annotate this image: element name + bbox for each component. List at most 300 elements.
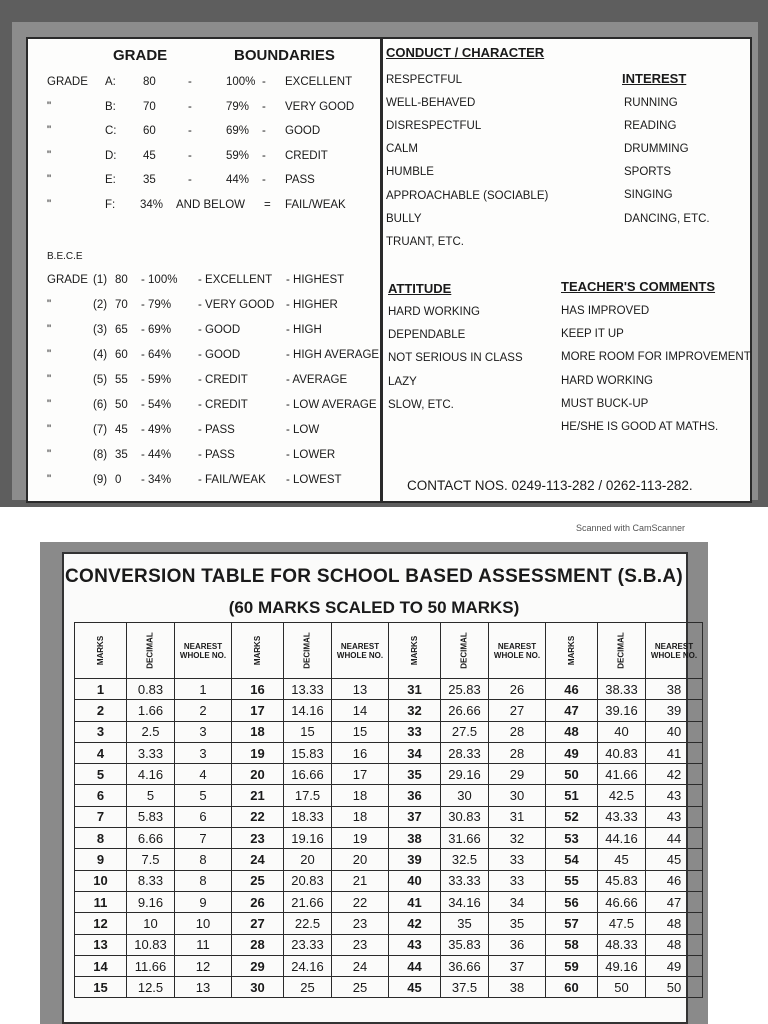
conversion-decimal-cell: 18.33	[284, 806, 332, 827]
conversion-marks-cell: 27	[232, 913, 284, 934]
grade-row-low: 45	[143, 149, 156, 162]
conversion-decimal-cell: 38.33	[598, 679, 646, 700]
conversion-whole-cell: 30	[489, 785, 546, 806]
grade-row-sep: -	[262, 125, 266, 138]
grade-row-low: 80	[143, 76, 156, 88]
conduct-item: BULLY	[386, 212, 422, 225]
conversion-decimal-cell: 23.33	[284, 934, 332, 955]
bece-row-low: 35	[115, 449, 128, 461]
bece-row-num: (9)	[93, 474, 108, 486]
conversion-marks-cell: 46	[546, 679, 598, 700]
conversion-marks-cell: 57	[546, 913, 598, 934]
conversion-decimal-cell: 49.16	[598, 955, 646, 976]
conversion-whole-cell: 25	[332, 977, 389, 998]
conversion-decimal-cell: 2.5	[127, 721, 175, 742]
conversion-header-row	[75, 623, 703, 679]
conversion-header-cell	[127, 623, 175, 679]
conversion-whole-cell: 2	[175, 700, 232, 721]
attitude-item: DEPENDABLE	[388, 329, 466, 342]
conduct-item: WELL-BEHAVED	[386, 97, 476, 110]
conversion-whole-cell: 38	[646, 679, 703, 700]
conversion-decimal-cell: 42.5	[598, 785, 646, 806]
conversion-header-label: MARKS	[410, 635, 419, 666]
bece-row-num: (8)	[93, 449, 108, 461]
grade-row-label: GRADE	[47, 76, 88, 88]
bece-row-level: - HIGHER	[286, 299, 338, 311]
conversion-marks-cell: 21	[232, 785, 284, 806]
conversion-whole-cell: 11	[175, 934, 232, 955]
conversion-marks-cell: 38	[389, 828, 441, 849]
grade-row-sep: -	[262, 149, 266, 162]
conversion-header-cell: NEAREST WHOLE NO.	[332, 623, 389, 679]
grade-row-high: 79%	[226, 100, 250, 113]
conversion-marks-cell: 23	[232, 828, 284, 849]
conversion-whole-cell: 5	[175, 785, 232, 806]
conversion-marks-cell: 54	[546, 849, 598, 870]
bece-row-remark: - PASS	[198, 424, 235, 436]
conversion-decimal-cell: 48.33	[598, 934, 646, 955]
grade-boundaries-title-left: GRADE	[113, 47, 168, 64]
conduct-item: HUMBLE	[386, 166, 434, 179]
conversion-title: CONVERSION TABLE FOR SCHOOL BASED ASSESSMENT (S.B.A)	[64, 566, 683, 587]
grade-boundaries-title-right: BOUNDARIES	[234, 47, 335, 64]
conversion-marks-cell: 37	[389, 806, 441, 827]
grade-row-remark: GOOD	[285, 125, 321, 138]
conversion-marks-cell: 11	[75, 891, 127, 912]
bece-row-high: - 79%	[141, 299, 172, 311]
conversion-marks-cell: 31	[389, 679, 441, 700]
conversion-whole-cell: 36	[489, 934, 546, 955]
conversion-header-label: DECIMAL	[616, 632, 626, 669]
interest-item: SINGING	[624, 189, 673, 202]
conversion-row	[75, 828, 703, 849]
attitude-title: ATTITUDE	[388, 281, 452, 296]
grade-row-grade: D:	[105, 149, 117, 162]
conversion-header-cell	[232, 623, 284, 679]
conversion-table	[74, 622, 703, 998]
grade-row-label: "	[47, 174, 52, 187]
card-divider	[380, 37, 383, 503]
conversion-whole-cell: 39	[646, 700, 703, 721]
conversion-row	[75, 742, 703, 763]
conversion-marks-cell: 29	[232, 955, 284, 976]
conversion-whole-cell: 48	[646, 934, 703, 955]
conversion-whole-cell: 31	[489, 806, 546, 827]
conversion-whole-cell: 6	[175, 806, 232, 827]
conversion-decimal-cell: 34.16	[441, 891, 489, 912]
conversion-marks-cell: 7	[75, 806, 127, 827]
grade-row-grade: F:	[105, 199, 116, 211]
grade-row-low: 60	[143, 125, 156, 138]
bece-row-level: - LOWER	[286, 449, 336, 461]
bece-row-high: - 59%	[141, 374, 172, 386]
conversion-row	[75, 679, 703, 700]
grade-row-remark: VERY GOOD	[285, 100, 355, 113]
conversion-decimal-cell: 15.83	[284, 742, 332, 763]
grade-row-label: "	[47, 100, 52, 113]
conversion-decimal-cell: 43.33	[598, 806, 646, 827]
conversion-marks-cell: 32	[389, 700, 441, 721]
conversion-decimal-cell: 7.5	[127, 849, 175, 870]
bece-row-level: - HIGHEST	[286, 274, 345, 286]
conversion-decimal-cell: 25.83	[441, 679, 489, 700]
conversion-marks-cell: 33	[389, 721, 441, 742]
conversion-row	[75, 785, 703, 806]
conversion-decimal-cell: 11.66	[127, 955, 175, 976]
conversion-marks-cell: 58	[546, 934, 598, 955]
conversion-marks-cell: 25	[232, 870, 284, 891]
interest-title: INTEREST	[622, 71, 687, 86]
conversion-marks-cell: 17	[232, 700, 284, 721]
conversion-decimal-cell: 33.33	[441, 870, 489, 891]
conversion-marks-cell: 48	[546, 721, 598, 742]
grade-row-low: 70	[143, 100, 156, 113]
conversion-decimal-cell: 16.66	[284, 764, 332, 785]
bece-row-remark: - VERY GOOD	[198, 299, 275, 311]
conversion-whole-cell: 3	[175, 721, 232, 742]
bece-row-label: "	[47, 424, 52, 436]
bece-row-high: - 54%	[141, 399, 172, 411]
bece-row-level: - LOW AVERAGE	[286, 399, 377, 411]
teacher-comment-item: HE/SHE IS GOOD AT MATHS.	[561, 421, 719, 433]
bece-row-high: - 64%	[141, 349, 172, 361]
conversion-marks-cell: 34	[389, 742, 441, 763]
conversion-whole-cell: 24	[332, 955, 389, 976]
conversion-subtitle: (60 MARKS SCALED TO 50 MARKS)	[228, 598, 520, 617]
conversion-whole-cell: 43	[646, 785, 703, 806]
grade-row-remark: CREDIT	[285, 149, 328, 162]
grade-row-label: "	[47, 199, 52, 211]
conversion-whole-cell: 28	[489, 742, 546, 763]
conversion-whole-cell: 23	[332, 934, 389, 955]
conversion-whole-cell: 44	[646, 828, 703, 849]
conversion-whole-cell: 3	[175, 742, 232, 763]
conversion-decimal-cell: 35	[441, 913, 489, 934]
attitude-item: NOT SERIOUS IN CLASS	[388, 352, 523, 365]
conversion-header-cell: NEAREST WHOLE NO.	[489, 623, 546, 679]
conversion-row	[75, 721, 703, 742]
conversion-header-label: DECIMAL	[459, 632, 469, 669]
bece-row-high: - 44%	[141, 449, 172, 461]
conversion-decimal-cell: 39.16	[598, 700, 646, 721]
interest-item: SPORTS	[624, 166, 672, 179]
grade-row-label: "	[47, 125, 52, 138]
grade-row-high: 44%	[226, 174, 250, 187]
conversion-header-cell	[75, 623, 127, 679]
conversion-row	[75, 977, 703, 998]
grade-row-remark: PASS	[285, 174, 315, 187]
conversion-decimal-cell: 15	[284, 721, 332, 742]
conversion-decimal-cell: 8.33	[127, 870, 175, 891]
grade-row-sep: -	[262, 100, 266, 113]
conversion-whole-cell: 37	[489, 955, 546, 976]
bece-row-remark: - CREDIT	[198, 374, 248, 386]
conversion-marks-cell: 39	[389, 849, 441, 870]
bece-row-low: 65	[115, 324, 128, 336]
conversion-decimal-cell: 26.66	[441, 700, 489, 721]
teacher-comment-item: HAS IMPROVED	[561, 305, 650, 317]
conversion-whole-cell: 26	[489, 679, 546, 700]
teacher-comment-item: HARD WORKING	[561, 374, 653, 387]
conversion-row	[75, 700, 703, 721]
conversion-header-label: DECIMAL	[302, 632, 312, 669]
conversion-whole-cell: 7	[175, 828, 232, 849]
conversion-decimal-cell: 21.66	[284, 891, 332, 912]
conversion-marks-cell: 13	[75, 934, 127, 955]
bece-row-remark: - GOOD	[198, 324, 241, 336]
conversion-marks-cell: 53	[546, 828, 598, 849]
bece-title: B.E.C.E	[47, 251, 83, 262]
conversion-decimal-cell: 40	[598, 721, 646, 742]
bece-row-num: (5)	[93, 374, 108, 386]
conversion-whole-cell: 12	[175, 955, 232, 976]
conduct-item: CALM	[386, 143, 418, 156]
bece-row-num: (3)	[93, 324, 108, 336]
conversion-marks-cell: 36	[389, 785, 441, 806]
conversion-decimal-cell: 0.83	[127, 679, 175, 700]
interest-item: DRUMMING	[624, 143, 689, 156]
conversion-marks-cell: 8	[75, 828, 127, 849]
interest-item: READING	[624, 120, 677, 133]
grade-row-dash: -	[188, 149, 192, 162]
conversion-decimal-cell: 20	[284, 849, 332, 870]
bece-row-num: (7)	[93, 424, 108, 436]
bece-row-low: 55	[115, 374, 128, 386]
conversion-marks-cell: 28	[232, 934, 284, 955]
bece-row-level: - LOWEST	[286, 474, 342, 486]
conversion-decimal-cell: 46.66	[598, 891, 646, 912]
conversion-marks-cell: 19	[232, 742, 284, 763]
conversion-whole-cell: 42	[646, 764, 703, 785]
conversion-marks-cell: 16	[232, 679, 284, 700]
bece-row-low: 80	[115, 274, 128, 286]
grade-row-remark: FAIL/WEAK	[285, 199, 346, 211]
conversion-row	[75, 849, 703, 870]
conversion-whole-cell: 46	[646, 870, 703, 891]
teacher-comments-title: TEACHER'S COMMENTS	[561, 279, 716, 294]
conversion-decimal-cell: 37.5	[441, 977, 489, 998]
attitude-item: HARD WORKING	[388, 306, 480, 318]
bece-row-num: (6)	[93, 399, 108, 411]
grade-row-grade: C:	[105, 125, 117, 138]
conversion-marks-cell: 56	[546, 891, 598, 912]
teacher-comment-item: MUST BUCK-UP	[561, 397, 649, 410]
scan-watermark: Scanned with CamScanner	[576, 523, 686, 533]
bece-row-remark: - GOOD	[198, 349, 241, 361]
conversion-whole-cell: 33	[489, 870, 546, 891]
conversion-marks-cell: 24	[232, 849, 284, 870]
conversion-whole-cell: 23	[332, 913, 389, 934]
bece-row-low: 45	[115, 424, 128, 436]
bece-row-low: 70	[115, 299, 128, 311]
bece-row-label: "	[47, 374, 52, 386]
conversion-row	[75, 913, 703, 934]
bece-row-label: GRADE	[47, 274, 88, 286]
bece-row-num: (2)	[93, 299, 108, 311]
grade-row-sep: -	[262, 76, 266, 88]
conversion-marks-cell: 41	[389, 891, 441, 912]
grade-row-dash: -	[188, 174, 192, 187]
conversion-whole-cell: 16	[332, 742, 389, 763]
conversion-marks-cell: 3	[75, 721, 127, 742]
grade-row-dash: -	[188, 76, 192, 88]
bece-row-low: 60	[115, 349, 128, 361]
bece-row-level: - HIGH	[286, 324, 322, 336]
bece-row-remark: - FAIL/WEAK	[198, 474, 266, 486]
conversion-marks-cell: 44	[389, 955, 441, 976]
conversion-whole-cell: 48	[646, 913, 703, 934]
teacher-comment-item: KEEP IT UP	[561, 328, 624, 341]
conversion-marks-cell: 12	[75, 913, 127, 934]
grade-row-grade: E:	[105, 174, 116, 187]
conversion-whole-cell: 27	[489, 700, 546, 721]
conversion-whole-cell: 18	[332, 785, 389, 806]
bece-row-label: "	[47, 349, 52, 361]
conversion-decimal-cell: 30.83	[441, 806, 489, 827]
conversion-header-cell	[441, 623, 489, 679]
conversion-decimal-cell: 31.66	[441, 828, 489, 849]
conversion-marks-cell: 15	[75, 977, 127, 998]
conversion-decimal-cell: 3.33	[127, 742, 175, 763]
conversion-marks-cell: 50	[546, 764, 598, 785]
bece-row-level: - AVERAGE	[286, 374, 348, 386]
conduct-item: TRUANT, ETC.	[386, 235, 464, 248]
conversion-whole-cell: 32	[489, 828, 546, 849]
conduct-item: APPROACHABLE (SOCIABLE)	[386, 189, 549, 202]
conversion-whole-cell: 28	[489, 721, 546, 742]
conduct-item: DISRESPECTFUL	[386, 120, 482, 133]
conversion-decimal-cell: 45.83	[598, 870, 646, 891]
grade-row-remark: EXCELLENT	[285, 76, 353, 88]
grade-row-dash: -	[188, 100, 192, 113]
bece-row-label: "	[47, 449, 52, 461]
conversion-marks-cell: 26	[232, 891, 284, 912]
conversion-decimal-cell: 1.66	[127, 700, 175, 721]
conversion-whole-cell: 43	[646, 806, 703, 827]
bece-row-label: "	[47, 474, 52, 486]
conversion-whole-cell: 19	[332, 828, 389, 849]
conversion-decimal-cell: 19.16	[284, 828, 332, 849]
conversion-whole-cell: 17	[332, 764, 389, 785]
conversion-marks-cell: 49	[546, 742, 598, 763]
conversion-marks-cell: 47	[546, 700, 598, 721]
conversion-marks-cell: 60	[546, 977, 598, 998]
bece-row-label: "	[47, 299, 52, 311]
bece-row-remark: - EXCELLENT	[198, 274, 273, 286]
conversion-decimal-cell: 40.83	[598, 742, 646, 763]
conversion-decimal-cell: 10	[127, 913, 175, 934]
conversion-header-cell	[546, 623, 598, 679]
conversion-marks-cell: 55	[546, 870, 598, 891]
conversion-marks-cell: 6	[75, 785, 127, 806]
conversion-marks-cell: 35	[389, 764, 441, 785]
conversion-decimal-cell: 47.5	[598, 913, 646, 934]
conversion-marks-cell: 45	[389, 977, 441, 998]
conversion-whole-cell: 8	[175, 849, 232, 870]
conversion-whole-cell: 10	[175, 913, 232, 934]
conversion-whole-cell: 35	[489, 913, 546, 934]
conversion-marks-cell: 1	[75, 679, 127, 700]
conversion-marks-cell: 51	[546, 785, 598, 806]
conversion-row	[75, 764, 703, 785]
conversion-decimal-cell: 41.66	[598, 764, 646, 785]
conversion-marks-cell: 40	[389, 870, 441, 891]
conversion-decimal-cell: 24.16	[284, 955, 332, 976]
conversion-header-cell	[284, 623, 332, 679]
grade-row-high: 69%	[226, 125, 250, 138]
teacher-comment-item: MORE ROOM FOR IMPROVEMENT	[561, 351, 751, 364]
conversion-whole-cell: 1	[175, 679, 232, 700]
conversion-whole-cell: 41	[646, 742, 703, 763]
conversion-row	[75, 955, 703, 976]
conversion-header-label: MARKS	[96, 635, 105, 666]
conversion-whole-cell: 34	[489, 891, 546, 912]
interest-item: DANCING, ETC.	[624, 212, 710, 225]
bece-row-remark: - PASS	[198, 449, 235, 461]
conversion-decimal-cell: 12.5	[127, 977, 175, 998]
conversion-decimal-cell: 25	[284, 977, 332, 998]
conversion-decimal-cell: 5.83	[127, 806, 175, 827]
bece-row-label: "	[47, 399, 52, 411]
attitude-item: SLOW, ETC.	[388, 398, 454, 411]
conversion-decimal-cell: 14.16	[284, 700, 332, 721]
conversion-whole-cell: 40	[646, 721, 703, 742]
conversion-marks-cell: 14	[75, 955, 127, 976]
bece-row-high: - 100%	[141, 274, 178, 286]
conversion-decimal-cell: 32.5	[441, 849, 489, 870]
conversion-row	[75, 806, 703, 827]
conversion-whole-cell: 49	[646, 955, 703, 976]
conversion-decimal-cell: 5	[127, 785, 175, 806]
bece-row-level: - HIGH AVERAGE	[286, 349, 380, 361]
conversion-header-label: MARKS	[253, 635, 262, 666]
conversion-whole-cell: 18	[332, 806, 389, 827]
conversion-marks-cell: 42	[389, 913, 441, 934]
conversion-whole-cell: 20	[332, 849, 389, 870]
conversion-row	[75, 934, 703, 955]
conversion-whole-cell: 47	[646, 891, 703, 912]
conversion-marks-cell: 43	[389, 934, 441, 955]
conversion-whole-cell: 45	[646, 849, 703, 870]
conversion-marks-cell: 2	[75, 700, 127, 721]
conversion-whole-cell: 4	[175, 764, 232, 785]
conversion-decimal-cell: 10.83	[127, 934, 175, 955]
conversion-marks-cell: 9	[75, 849, 127, 870]
conversion-decimal-cell: 36.66	[441, 955, 489, 976]
conversion-whole-cell: 13	[175, 977, 232, 998]
conversion-row	[75, 891, 703, 912]
conversion-header-cell	[598, 623, 646, 679]
attitude-item: LAZY	[388, 375, 417, 388]
conversion-whole-cell: 22	[332, 891, 389, 912]
conversion-whole-cell: 38	[489, 977, 546, 998]
conversion-whole-cell: 29	[489, 764, 546, 785]
grade-row-low: 35	[143, 174, 156, 187]
bece-row-low: 0	[115, 474, 122, 486]
conversion-decimal-cell: 22.5	[284, 913, 332, 934]
grade-row-low: 34%	[140, 199, 164, 211]
bece-row-level: - LOW	[286, 424, 320, 436]
conversion-header-cell	[389, 623, 441, 679]
conversion-marks-cell: 20	[232, 764, 284, 785]
conversion-row	[75, 870, 703, 891]
grade-row-grade: B:	[105, 100, 116, 113]
conversion-decimal-cell: 35.83	[441, 934, 489, 955]
conversion-decimal-cell: 29.16	[441, 764, 489, 785]
bece-row-label: "	[47, 324, 52, 336]
grade-row-dash: -	[188, 125, 192, 138]
conduct-title: CONDUCT / CHARACTER	[386, 45, 545, 60]
